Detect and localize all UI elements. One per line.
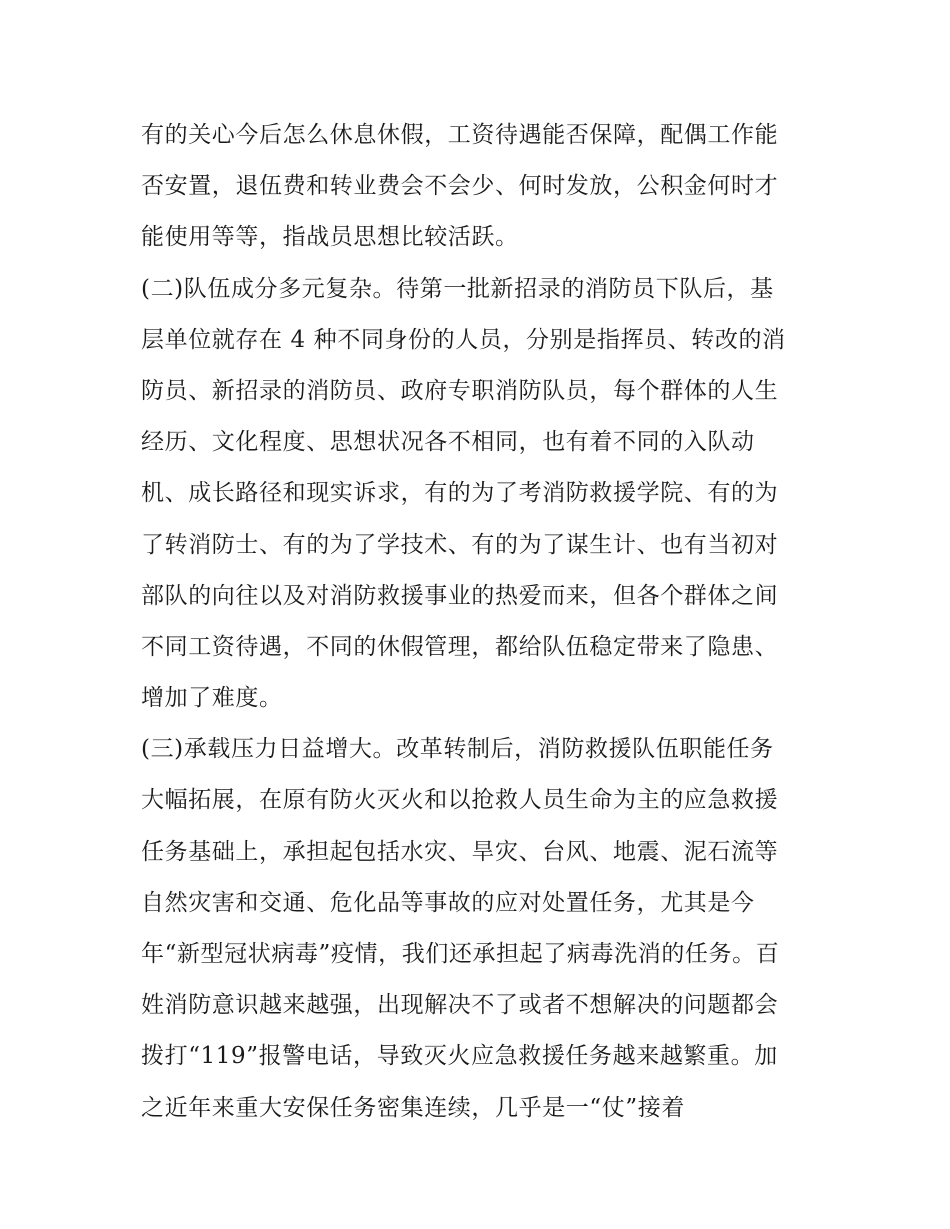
text-line: 之近年来重大安保任务密集连续，几乎是一“仗”接着	[141, 1094, 685, 1121]
text-line: (二)队伍成分多元复杂。待第一批新招录的消防员下队后，基	[141, 275, 774, 302]
text-line: 姓消防意识越来越强，出现解决不了或者不想解决的问题都会	[141, 992, 779, 1019]
text-line: 层单位就存在 4 种不同身份的人员，分别是指挥员、转改的消	[141, 326, 786, 353]
text-line: 防员、新招录的消防员、政府专职消防队员，每个群体的人生	[141, 377, 779, 404]
text-line: (三)承载压力日益增大。改革转制后，消防救援队伍职能任务	[141, 736, 774, 763]
text-line: 不同工资待遇，不同的休假管理，都给队伍稳定带来了隐患、	[141, 633, 779, 660]
text-line: 了转消防士、有的为了学技术、有的为了谋生计、也有当初对	[141, 531, 779, 558]
text-line: 大幅拓展，在原有防火灭火和以抢救人员生命为主的应急救援	[141, 787, 779, 814]
text-line: 拨打“119”报警电话，导致灭火应急救援任务越来越繁重。加	[141, 1043, 778, 1070]
text-line: 自然灾害和交通、危化品等事故的应对处置任务，尤其是今	[141, 889, 755, 916]
text-line: 能使用等等，指战员思想比较活跃。	[141, 224, 519, 251]
text-line: 部队的向往以及对消防救援事业的热爱而来，但各个群体之间	[141, 582, 779, 609]
text-line: 有的关心今后怎么休息休假，工资待遇能否保障，配偶工作能	[141, 122, 779, 148]
text-line: 任务基础上，承担起包括水灾、旱灾、台风、地震、泥石流等	[141, 838, 779, 865]
text-line: 增加了难度。	[141, 685, 283, 712]
text-line: 机、成长路径和现实诉求，有的为了考消防救援学院、有的为	[141, 480, 779, 507]
body-text	[141, 110, 821, 1134]
text-line: 否安置，退伍费和转业费会不会少、何时发放，公积金何时才	[141, 173, 779, 200]
text-line: 年“新型冠状病毒”疫情，我们还承担起了病毒洗消的任务。百	[141, 941, 780, 967]
text-line: 经历、文化程度、思想状况各不相同，也有着不同的入队动	[141, 429, 755, 456]
